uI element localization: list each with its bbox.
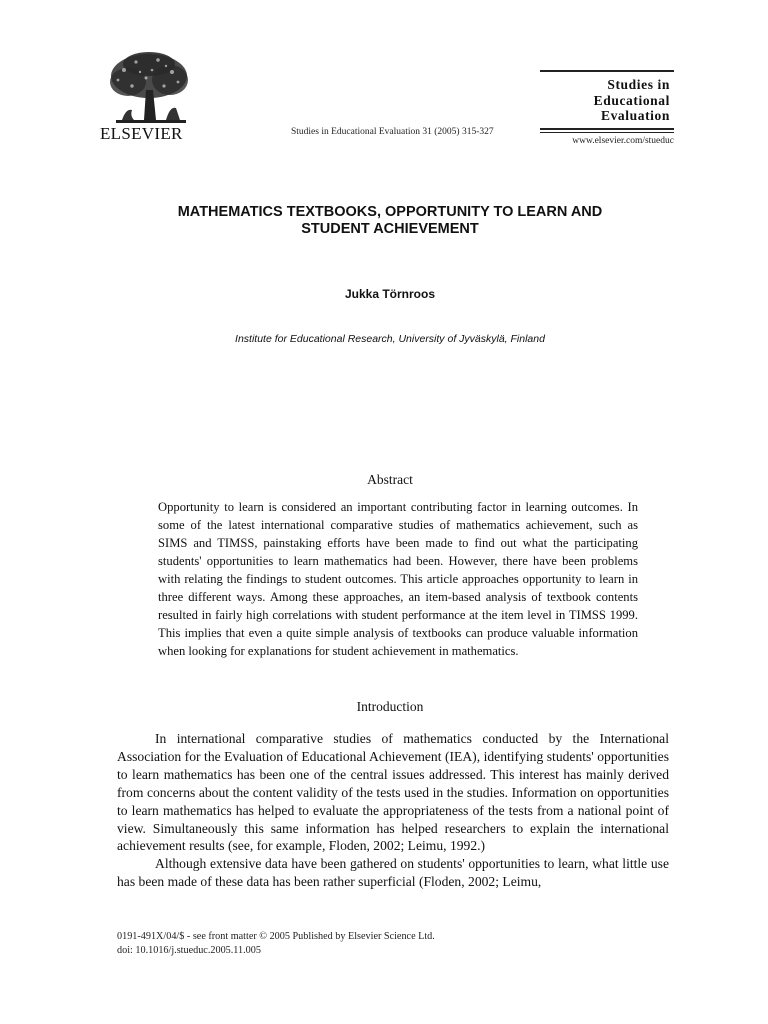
abstract-text: Opportunity to learn is considered an important contributing factor in learning outcomes. In some of the latest international comparative studies of mathematics achievement, such as SIMS and TIMSS, painstaking efforts have been made to find out what the participating students' opportunities to learn mathematics had been. However, there have been problems with relating the findings to student outcomes. This article approaches opportunity to learn in three different ways. Among these approaches, an item-based analysis of textbook contents resulted in fairly high correlations with student performance at the item level in TIMSS 1999. This implies that even a quite simple analysis of textbooks can produce valuable information when looking for explanations for student achievement in mathematics. — [158, 500, 638, 658]
introduction-body — [117, 730, 669, 891]
masthead-rule-thin — [540, 132, 674, 133]
author-name: Jukka Törnroos — [344, 287, 436, 301]
introduction-heading: Introduction — [356, 699, 424, 714]
journal-url: www.elsevier.com/stueduc — [572, 135, 674, 146]
introduction-paragraph: Although extensive data have been gathered on students' opportunities to learn, what little use has been made of these data has been rather superficial (Floden, 2002; Leimu, — [117, 856, 669, 890]
journal-title-line: Educational — [593, 92, 670, 108]
doi-link: doi: 10.1016/j.stueduc.2005.11.005 — [117, 945, 261, 956]
journal-title-line: Evaluation — [600, 108, 670, 123]
journal-citation: Studies in Educational Evaluation 31 (2005) 315-327 — [291, 127, 494, 137]
article-title-line: MATHEMATICS TEXTBOOKS, OPPORTUNITY TO LEARN AND — [177, 204, 603, 220]
journal-masthead — [540, 70, 674, 146]
masthead-rule-bottom — [540, 128, 674, 130]
abstract-heading: Abstract — [367, 472, 413, 487]
author-affiliation: Institute for Educational Research, University of Jyväskylä, Finland — [235, 333, 545, 345]
publisher-name: ELSEVIER — [100, 124, 183, 143]
introduction-paragraph: In international comparative studies of mathematics conducted by the International Association for the Evaluation of Educational Achievement (IEA), identifying students' opportunities to learn mathematics has been one of the central issues addressed. This interest has mainly derived from concerns about the content validity of the tests used in the studies. Information on opportunities to learn mathematics has helped to evaluate the appropriateness of the tests from a national point of view. Simultaneously this same information has helped researchers to explain the international achievement results (see, for example, Floden, 2002; Leimu, 1992.) — [117, 731, 669, 854]
page-footer — [117, 930, 435, 958]
journal-title — [540, 72, 674, 128]
copyright-notice: 0191-491X/04/$ - see front matter © 2005 Published by Elsevier Science Ltd. — [117, 931, 435, 942]
article-title — [110, 204, 670, 238]
journal-title-line: Studies in — [607, 77, 670, 92]
elsevier-tree-icon — [106, 50, 192, 124]
article-title-line: STUDENT ACHIEVEMENT — [301, 221, 479, 237]
